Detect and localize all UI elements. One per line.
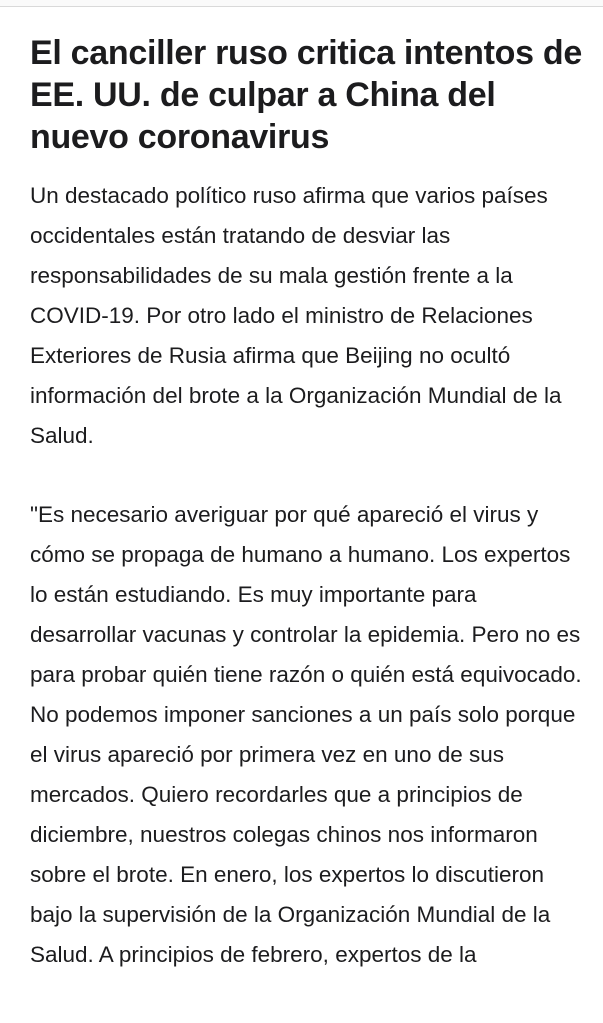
article-paragraph-quote: "Es necesario averiguar por qué apareció el virus y cómo se propaga de humano a humano. Los expertos lo están estudiando. Es muy importante para desarrollar vacunas y controlar la epidemia. Pero no es para probar quién tiene razón o quién está equivocado. No podemos imponer sanciones a un país solo porque el virus apareció por primera vez en uno de sus mercados. Quiero recordarles que a principios de diciembre, nuestros colegas chinos nos informaron sobre el brote. En enero, los expertos lo discutieron bajo la supervisión de la Organización Mundial de la Salud. A principios de febrero, expertos de la	[30, 502, 582, 967]
top-divider	[0, 0, 603, 7]
article-paragraph-lead: Un destacado político ruso afirma que varios países occidentales están tratando de desviar las responsabilidades de su mala gestión frente a la COVID-19. Por otro lado el ministro de Relaciones Exteriores de Rusia afirma que Beijing no ocultó información del brote a la Organización Mundial de la Salud.	[30, 183, 562, 448]
article-headline: El canciller ruso critica intentos de EE. UU. de culpar a China del nuevo coronavirus	[30, 34, 582, 156]
news-article	[30, 32, 585, 975]
